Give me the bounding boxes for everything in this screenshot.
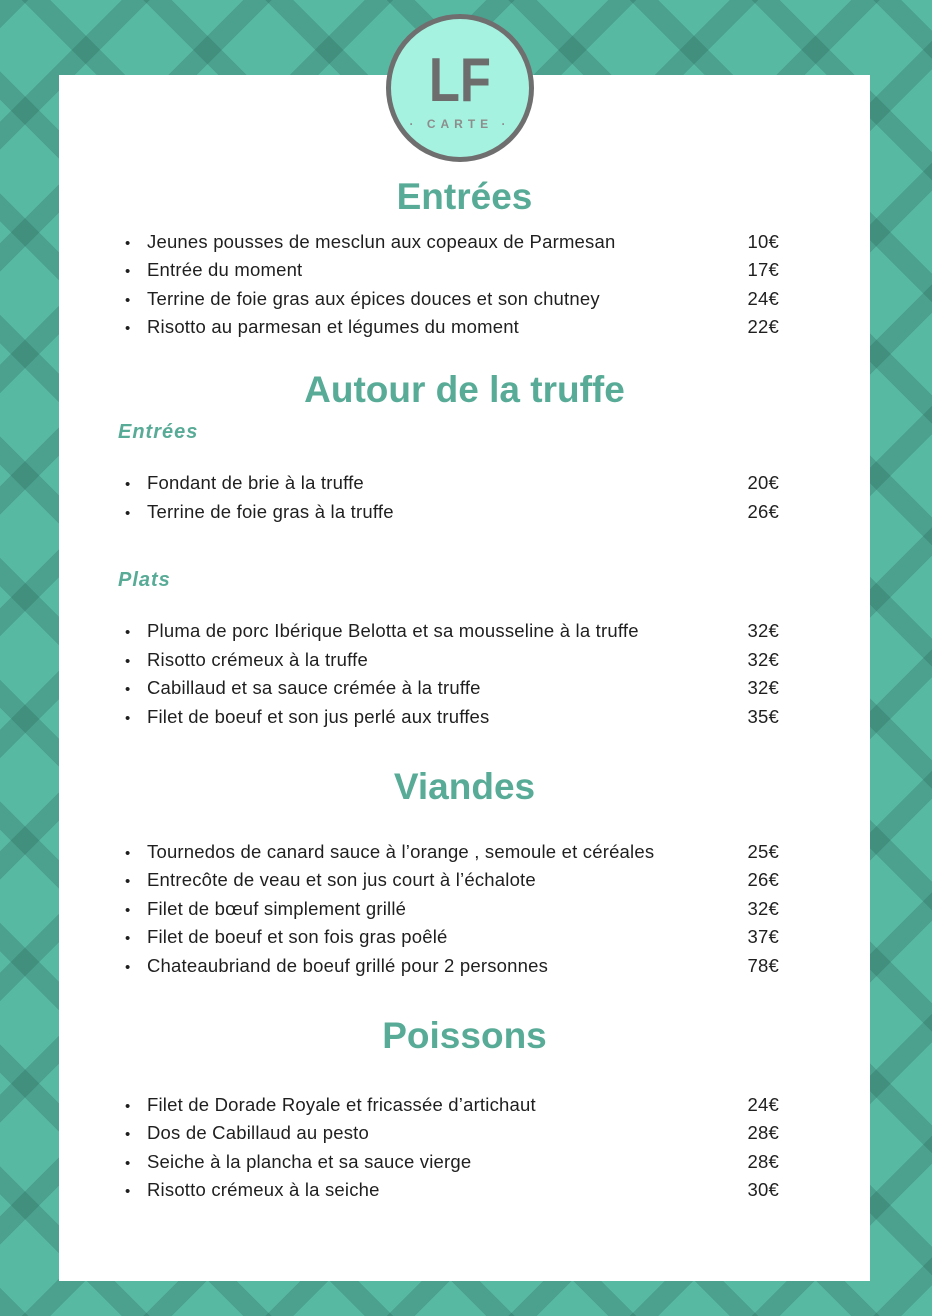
item-name: Terrine de foie gras aux épices douces et son chutney xyxy=(147,287,600,309)
section-title: Viandes xyxy=(393,766,536,808)
group-subtitle: Entrées xyxy=(118,421,199,444)
menu-card xyxy=(59,75,870,1281)
item-name: Fondant de brie à la truffe xyxy=(147,472,364,494)
item-name: Dos de Cabillaud au pesto xyxy=(147,1122,370,1144)
item-name: Entrecôte de veau et son jus court à l’échalote xyxy=(147,869,536,891)
item-price: 26€ xyxy=(747,500,779,522)
menu-item xyxy=(125,288,779,317)
item-price: 10€ xyxy=(747,230,779,252)
menu-item xyxy=(125,620,779,649)
bullet-icon: • xyxy=(125,234,131,252)
bullet-icon: • xyxy=(125,263,131,281)
item-price: 78€ xyxy=(747,954,779,976)
menu-item xyxy=(125,926,779,955)
bullet-icon: • xyxy=(125,873,131,891)
menu-item-list xyxy=(125,1094,779,1208)
menu-item xyxy=(125,1122,779,1151)
bullet-icon: • xyxy=(125,709,131,727)
menu-section xyxy=(59,176,870,345)
restaurant-logo xyxy=(386,14,534,162)
bullet-icon: • xyxy=(125,476,131,494)
bullet-icon: • xyxy=(125,1183,131,1201)
bullet-icon: • xyxy=(125,1126,131,1144)
bullet-icon: • xyxy=(125,504,131,522)
item-price: 24€ xyxy=(747,1093,779,1115)
bullet-icon: • xyxy=(125,291,131,309)
group-subtitle: Plats xyxy=(118,569,171,592)
bullet-icon: • xyxy=(125,901,131,919)
section-title: Autour de la truffe xyxy=(304,368,625,410)
menu-item xyxy=(125,1151,779,1180)
menu-item xyxy=(125,1179,779,1208)
item-name: Filet de Dorade Royale et fricassée d’artichaut xyxy=(147,1093,536,1115)
bullet-icon: • xyxy=(125,958,131,976)
menu-section xyxy=(59,1015,870,1208)
menu-item-list xyxy=(125,620,779,734)
menu-item xyxy=(125,955,779,984)
item-name: Risotto crémeux à la truffe xyxy=(147,648,368,670)
item-price: 26€ xyxy=(747,869,779,891)
menu-item xyxy=(125,677,779,706)
item-price: 32€ xyxy=(747,620,779,642)
item-name: Filet de boeuf et son fois gras poêlé xyxy=(147,926,448,948)
item-name: Entrée du moment xyxy=(147,259,303,281)
menu-section xyxy=(59,369,870,735)
menu-item xyxy=(125,316,779,345)
item-name: Chateaubriand de boeuf grillé pour 2 personnes xyxy=(147,954,549,976)
menu-item xyxy=(125,472,779,501)
menu-item xyxy=(125,649,779,678)
item-price: 28€ xyxy=(747,1122,779,1144)
item-name: Tournedos de canard sauce à l’orange , semoule et céréales xyxy=(147,840,655,862)
menu-group xyxy=(59,841,870,984)
item-name: Filet de bœuf simplement grillé xyxy=(147,897,407,919)
menu-item xyxy=(125,1094,779,1123)
menu-group xyxy=(59,1094,870,1208)
item-name: Cabillaud et sa sauce crémée à la truffe xyxy=(147,677,481,699)
item-name: Filet de boeuf et son jus perlé aux truffes xyxy=(147,705,490,727)
menu-group xyxy=(59,231,870,345)
menu-item xyxy=(125,706,779,735)
menu-item xyxy=(125,259,779,288)
item-price: 24€ xyxy=(747,287,779,309)
item-name: Risotto crémeux à la seiche xyxy=(147,1179,380,1201)
item-name: Terrine de foie gras à la truffe xyxy=(147,500,394,522)
bullet-icon: • xyxy=(125,844,131,862)
item-price: 20€ xyxy=(747,472,779,494)
section-title: Poissons xyxy=(382,1015,547,1057)
item-price: 25€ xyxy=(747,840,779,862)
menu-group xyxy=(59,569,870,734)
item-price: 32€ xyxy=(747,648,779,670)
menu-item-list xyxy=(125,231,779,345)
menu-item xyxy=(125,898,779,927)
item-price: 30€ xyxy=(747,1179,779,1201)
menu-item xyxy=(125,869,779,898)
item-price: 22€ xyxy=(747,316,779,338)
bullet-icon: • xyxy=(125,681,131,699)
logo-initials: LF xyxy=(428,46,492,116)
menu-item xyxy=(125,501,779,530)
item-name: Jeunes pousses de mesclun aux copeaux de Parmesan xyxy=(147,230,616,252)
bullet-icon: • xyxy=(125,624,131,642)
item-name: Risotto au parmesan et légumes du moment xyxy=(147,316,520,338)
item-price: 17€ xyxy=(747,259,779,281)
item-price: 32€ xyxy=(747,897,779,919)
menu-item-list xyxy=(125,841,779,984)
bullet-icon: • xyxy=(125,1097,131,1115)
menu-item-list xyxy=(125,472,779,529)
bullet-icon: • xyxy=(125,320,131,338)
item-price: 28€ xyxy=(747,1150,779,1172)
menu-section xyxy=(59,766,870,983)
menu-item xyxy=(125,841,779,870)
item-price: 37€ xyxy=(747,926,779,948)
item-name: Pluma de porc Ibérique Belotta et sa mousseline à la truffe xyxy=(147,620,639,642)
bullet-icon: • xyxy=(125,930,131,948)
bullet-icon: • xyxy=(125,652,131,670)
menu-group xyxy=(59,421,870,529)
menu-sections xyxy=(59,75,870,1208)
item-price: 35€ xyxy=(747,705,779,727)
logo-subtitle: · CARTE · xyxy=(409,116,511,131)
bullet-icon: • xyxy=(125,1154,131,1172)
item-price: 32€ xyxy=(747,677,779,699)
item-name: Seiche à la plancha et sa sauce vierge xyxy=(147,1150,472,1172)
menu-item xyxy=(125,231,779,260)
section-title: Entrées xyxy=(396,176,533,217)
